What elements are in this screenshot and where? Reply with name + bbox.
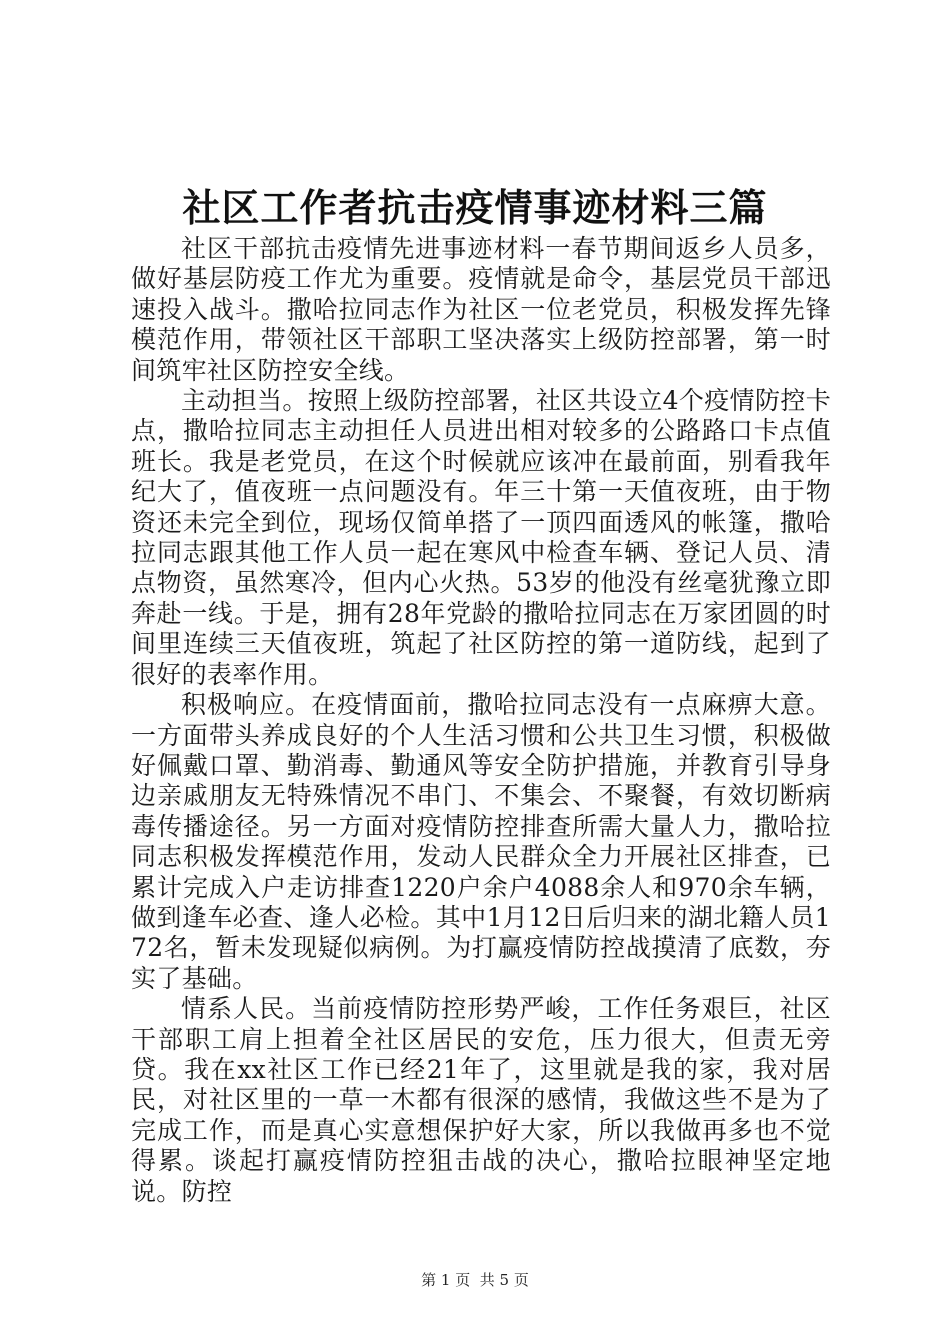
paragraph-initiative: 主动担当。按照上级防控部署，社区共设立4个疫情防控卡点，撒哈拉同志主动担任人员进出相对较多的公路路口卡点值班长。我是老党员，在这个时候就应该冲在最前面，别看我年纪大了，值夜班一点问题没有。年三十第一天值夜班，由于物资还未完全到位，现场仅简单搭了一顶四面透风的帐篷，撒哈拉同志跟其他工作人员一起在寒风中检查车辆、登记人员、清点物资，虽然寒冷，但内心火热。53岁的他没有丝毫犹豫立即奔赴一线。于是，拥有28年党龄的撒哈拉同志在万家团圆的时间里连续三天值夜班，筑起了社区防控的第一道防线，起到了很好的表率作用。 — [131, 386, 831, 689]
page-number: 第 1 页 共 5 页 — [421, 1271, 529, 1289]
document-body — [131, 234, 831, 1207]
paragraph-people: 情系人民。当前疫情防控形势严峻，工作任务艰巨，社区干部职工肩上担着全社区居民的安危，压力很大，但责无旁贷。我在xx社区工作已经21年了，这里就是我的家，我对居民，对社区里的一草一木都有很深的感情，我做这些不是为了完成工作，而是真心实意想保护好大家，所以我做再多也不觉得累。谈起打赢疫情防控狙击战的决心，撒哈拉眼神坚定地说。防控 — [131, 994, 831, 1206]
page-footer — [0, 1270, 950, 1290]
document-title: 社区工作者抗击疫情事迹材料三篇 — [182, 185, 768, 230]
paragraph-response: 积极响应。在疫情面前，撒哈拉同志没有一点麻痹大意。一方面带头养成良好的个人生活习惯和公共卫生习惯，积极做好佩戴口罩、勤消毒、勤通风等安全防护措施，并教育引导身边亲戚朋友无特殊情况不串门、不集会、不聚餐，有效切断病毒传播途径。另一方面对疫情防控排查所需大量人力，撒哈拉同志积极发挥模范作用，发动人民群众全力开展社区排查，已累计完成入户走访排查1220户余户4088余人和970余车辆，做到逢车必查、逢人必检。其中1月12日后归来的湖北籍人员172名，暂未发现疑似病例。为打赢疫情防控战摸清了底数，夯实了基础。 — [131, 690, 831, 993]
paragraph-intro: 社区干部抗击疫情先进事迹材料一春节期间返乡人员多，做好基层防疫工作尤为重要。疫情就是命令，基层党员干部迅速投入战斗。撒哈拉同志作为社区一位老党员，积极发挥先锋模范作用，带领社区干部职工坚决落实上级防控部署，第一时间筑牢社区防控安全线。 — [131, 234, 831, 385]
